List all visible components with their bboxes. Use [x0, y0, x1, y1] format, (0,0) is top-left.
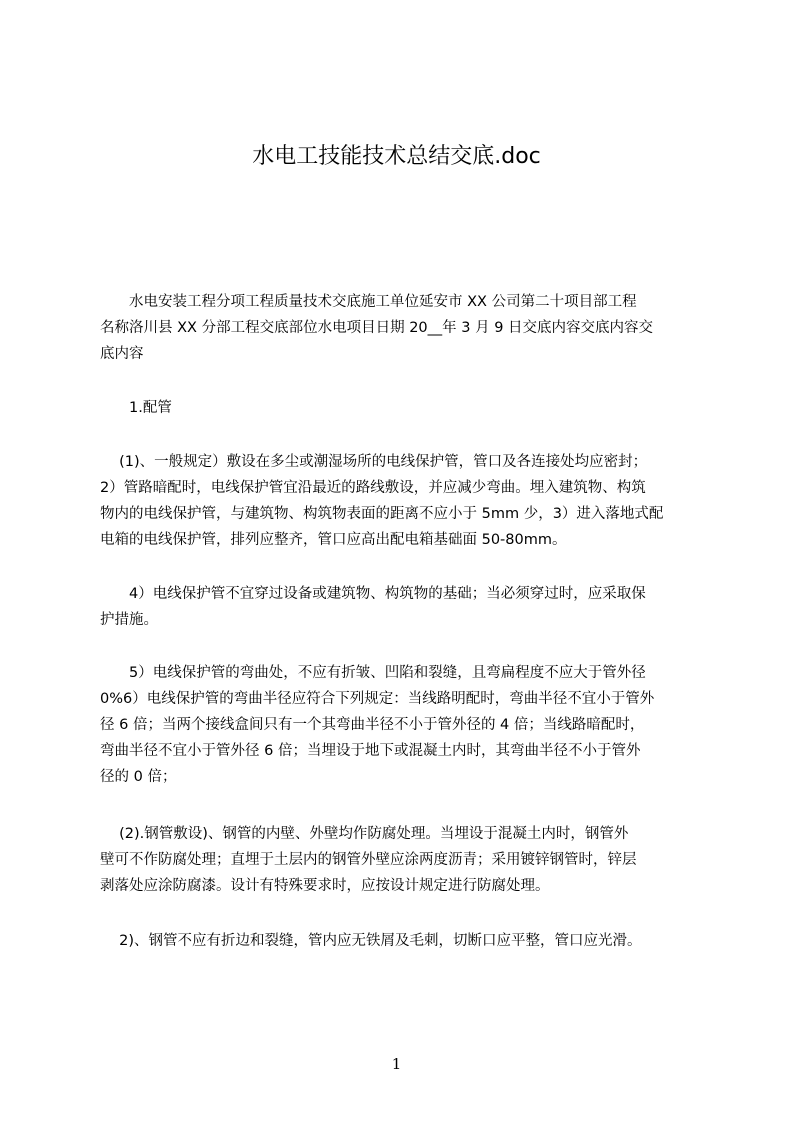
paragraph-line: (2).钢管敷设)、钢管的内壁、外壁均作防腐处理。当埋设于混凝土内时，钢管外: [100, 826, 629, 842]
document-title: 水电工技能技术总结交底.doc: [252, 144, 541, 169]
paragraph-line: 电箱的电线保护管，排列应整齐，管口应高出配电箱基础面 50-80mm。: [100, 532, 567, 548]
paragraph-line: 名称洛川县 XX 分部工程交底部位水电项目日期 20__年 3 月 9 日交底内容交底内容交: [100, 320, 654, 336]
paragraph-line: 壁可不作防腐处理；直埋于土层内的钢管外壁应涂两度沥青；采用镀锌钢管时，锌层: [100, 852, 637, 868]
paragraph-line: 2）管路暗配时，电线保护管宜沿最近的路线敷设，并应减少弯曲。埋入建筑物、构筑: [100, 480, 646, 496]
paragraph-line: 4）电线保护管不宜穿过设备或建筑物、构筑物的基础；当必须穿过时，应采取保: [100, 586, 646, 602]
paragraph-pipe-quality: [100, 928, 720, 954]
paragraph-line: 2)、钢管不应有折边和裂缝，管内应无铁屑及毛刺，切断口应平整，管口应光滑。: [100, 933, 642, 949]
paragraph-line: 水电安装工程分项工程质量技术交底施工单位延安市 XX 公司第二十项目部工程: [100, 294, 637, 310]
paragraph-line: (1)、一般规定）敷设在多尘或潮湿场所的电线保护管，管口及各连接处均应密封；: [100, 454, 648, 470]
paragraph-line: 5）电线保护管的弯曲处，不应有折皱、凹陷和裂缝，且弯扁程度不应大于管外径: [100, 665, 646, 681]
paragraph-line: 物内的电线保护管，与建筑物、构筑物表面的距离不应小于 5mm 少，3）进入落地式配: [100, 506, 664, 522]
paragraph-line: 径 6 倍；当两个接线盒间只有一个其弯曲半径不小于管外径的 4 倍；当线路暗配时，: [100, 717, 645, 733]
paragraph-line: 弯曲半径不宜小于管外径 6 倍；当埋设于地下或混凝土内时，其弯曲半径不小于管外: [100, 743, 641, 759]
paragraph-line: 底内容: [100, 346, 144, 362]
paragraph-line: 0%6）电线保护管的弯曲半径应符合下列规定：当线路明配时，弯曲半径不宜小于管外: [100, 691, 655, 707]
paragraph-line: 护措施。: [100, 612, 158, 628]
paragraph-bending: [100, 660, 720, 790]
section-heading-piping: [100, 395, 720, 421]
paragraph-header-info: [100, 289, 720, 367]
paragraph-steel-pipe: [100, 821, 720, 899]
paragraph-foundation: [100, 581, 720, 633]
paragraph-line: 径的 0 倍；: [100, 769, 177, 785]
page-number: 1: [391, 1055, 402, 1073]
paragraph-line: 剥落处应涂防腐漆。设计有特殊要求时，应按设计规定进行防腐处理。: [100, 878, 550, 894]
paragraph-general-rules: [100, 449, 720, 553]
paragraph-line: 1.配管: [100, 400, 172, 416]
